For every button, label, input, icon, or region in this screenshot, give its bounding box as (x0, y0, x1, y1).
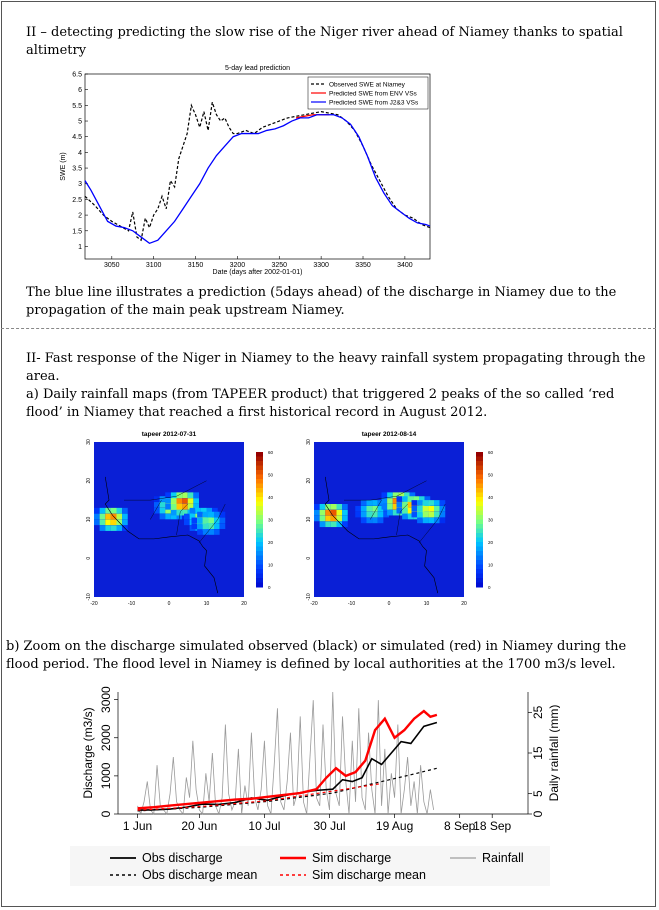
rain-cell (342, 504, 348, 510)
rain-cell (314, 504, 320, 510)
rain-cell (402, 514, 408, 520)
colorbar-tick-label: 0 (488, 585, 491, 590)
colorbar-tick-label: 30 (268, 517, 274, 523)
rain-cell (387, 510, 393, 516)
y-right-tick-label: 5 (531, 790, 545, 798)
x-axis-label: Date (days after 2002-01-01) (212, 269, 303, 276)
rain-cell (417, 512, 423, 518)
colorbar-cell (476, 515, 483, 520)
rain-cell (320, 521, 326, 527)
y-tick-label: 1.5 (72, 228, 82, 236)
rain-cell (165, 504, 171, 510)
rain-cell (417, 500, 423, 506)
rain-cell (105, 514, 111, 520)
rain-cell (220, 523, 226, 529)
rain-cell (160, 508, 166, 514)
colorbar-cell (256, 502, 263, 507)
colorbar-cell (476, 583, 483, 588)
rain-cell (428, 500, 434, 506)
map-x-tick-label: 10 (203, 601, 210, 607)
discharge-line-0 (138, 723, 437, 811)
rain-cell (122, 508, 128, 514)
y-right-tick-label: 25 (531, 705, 545, 720)
rain-cell (361, 506, 367, 512)
colorbar-tick-label: 30 (488, 517, 494, 523)
colorbar-cell (476, 457, 483, 462)
rain-cell (434, 506, 440, 512)
rain-cell (193, 492, 199, 498)
rain-cell (440, 500, 446, 506)
colorbar-tick-label: 20 (488, 540, 494, 545)
rain-cell (314, 516, 320, 522)
rain-cell (220, 518, 226, 524)
y-tick-label: 1 (78, 243, 82, 251)
colorbar-tick-label: 50 (488, 472, 494, 478)
rain-cell (387, 498, 393, 504)
x-tick-label: 10 Jul (248, 819, 281, 833)
rain-cell (372, 500, 378, 506)
colorbar-cell (256, 466, 263, 471)
rain-cell (171, 510, 177, 516)
rain-cell (160, 502, 166, 508)
rain-cell (337, 504, 343, 510)
rain-cell (342, 510, 348, 516)
rain-cell (111, 525, 117, 531)
rain-cell (184, 514, 190, 520)
map-y-tick-label: 0 (306, 556, 312, 560)
rain-cell (197, 512, 203, 518)
colorbar-cell (476, 542, 483, 547)
colorbar-cell (256, 556, 263, 561)
rain-cell (203, 523, 209, 529)
rain-cell (100, 525, 106, 531)
rain-cell (184, 520, 190, 526)
rain-cell (203, 512, 209, 518)
map-x-tick-label: -10 (347, 601, 356, 607)
y-tick-label: 5.5 (72, 102, 82, 110)
colorbar-tick-label: 20 (268, 540, 274, 545)
rain-cell (190, 508, 196, 514)
rain-cell (428, 512, 434, 518)
y-right-axis-label: Daily rainfall (mm) (547, 704, 560, 802)
y-tick-label: 4 (78, 149, 82, 157)
y-tick-label: 4.5 (72, 134, 82, 142)
colorbar-cell (256, 560, 263, 565)
colorbar-cell (476, 475, 483, 480)
rain-cell (160, 496, 166, 502)
x-tick-label: 3050 (104, 262, 120, 269)
x-tick-label: 18 Sep (473, 819, 512, 833)
colorbar-cell (256, 479, 263, 484)
colorbar-cell (476, 493, 483, 498)
rain-cell (100, 520, 106, 526)
colorbar-cell (476, 574, 483, 579)
rain-cell (177, 498, 183, 504)
x-tick-label: 3300 (313, 262, 329, 269)
rain-cell (355, 506, 361, 512)
x-tick-label: 1 Jun (122, 819, 153, 833)
rain-cell (331, 521, 337, 527)
rain-cell (165, 498, 171, 504)
rain-cell (428, 518, 434, 524)
map-y-tick-label: 10 (306, 516, 312, 523)
colorbar-cell (256, 461, 263, 466)
rain-cell (94, 508, 100, 514)
colorbar-cell (256, 533, 263, 538)
colorbar-cell (476, 461, 483, 466)
rain-cell (325, 510, 331, 516)
rain-cell (94, 520, 100, 526)
rain-cell (382, 492, 388, 498)
rain-cell (417, 518, 423, 524)
rain-cell (208, 518, 214, 524)
discharge-line-1 (138, 711, 437, 808)
rain-cell (440, 512, 446, 518)
rain-cell (214, 512, 220, 518)
legend-label: Sim discharge (312, 851, 392, 865)
rain-cell (440, 506, 446, 512)
map-x-tick-label: 0 (167, 601, 171, 607)
rain-cell (117, 525, 123, 531)
rain-cell (397, 502, 403, 508)
colorbar-cell (256, 497, 263, 502)
colorbar-cell (256, 569, 263, 574)
colorbar-cell (256, 538, 263, 543)
rain-cell (342, 516, 348, 522)
section1-caption: The blue line illustrates a prediction (5days ahead) of the discharge in Niamey due to the propagation of the main peak upstream Niamey. (26, 285, 617, 318)
x-tick-label: 19 Aug (375, 819, 414, 833)
legend-label: Obs discharge mean (142, 868, 258, 882)
colorbar-cell (256, 452, 263, 457)
rain-cell (412, 500, 418, 506)
colorbar-cell (476, 551, 483, 556)
rain-cell (325, 521, 331, 527)
rain-cell (428, 506, 434, 512)
colorbar-cell (256, 583, 263, 588)
map-x-tick-label: 10 (423, 601, 430, 607)
rain-cell (192, 523, 198, 529)
legend-label: Rainfall (482, 851, 524, 865)
rain-cell (117, 514, 123, 520)
rain-cell (100, 514, 106, 520)
colorbar-cell (256, 565, 263, 570)
colorbar-cell (256, 470, 263, 475)
colorbar-cell (476, 533, 483, 538)
y-tick-label: 3000 (99, 686, 113, 713)
colorbar-cell (476, 502, 483, 507)
colorbar-cell (256, 551, 263, 556)
rain-cell (412, 512, 418, 518)
rainfall-map-0731 (80, 428, 280, 614)
colorbar-cell (256, 484, 263, 489)
rain-cell (337, 510, 343, 516)
colorbar-cell (256, 506, 263, 511)
rain-cell (220, 512, 226, 518)
colorbar-tick-label: 60 (488, 450, 494, 455)
rain-cell (188, 498, 194, 504)
colorbar-cell (476, 470, 483, 475)
rain-cell (387, 504, 393, 510)
colorbar-cell (476, 569, 483, 574)
colorbar-cell (476, 565, 483, 570)
rain-cell (171, 498, 177, 504)
colorbar-tick-label: 10 (488, 562, 494, 568)
legend-label: Predicted SWE from J2&3 VSs (329, 99, 419, 107)
colorbar-tick-label: 10 (268, 562, 274, 568)
x-tick-label: 3400 (397, 262, 413, 269)
x-tick-label: 3350 (355, 262, 371, 269)
map-x-tick-label: -10 (127, 601, 136, 607)
colorbar-cell (256, 488, 263, 493)
colorbar-cell (256, 529, 263, 534)
colorbar-cell (256, 542, 263, 547)
map-y-tick-label: 20 (306, 477, 312, 484)
colorbar-tick-label: 50 (268, 472, 274, 478)
colorbar-cell (476, 560, 483, 565)
y-tick-label: 0 (99, 810, 113, 818)
rain-cell (105, 525, 111, 531)
rain-cell (367, 512, 373, 518)
map-y-tick-label: 0 (86, 556, 92, 560)
y-tick-label: 3.5 (72, 165, 82, 173)
section1-heading: II – detecting predicting the slow rise of the Niger river ahead of Niamey thanks to spatial altimetry (26, 25, 623, 58)
rain-cell (382, 504, 388, 510)
colorbar-cell (256, 515, 263, 520)
colorbar-cell (476, 556, 483, 561)
colorbar-tick-label: 40 (488, 495, 494, 500)
rain-cell (188, 492, 194, 498)
colorbar-tick-label: 60 (268, 450, 274, 455)
rain-cell (117, 508, 123, 514)
rain-cell (440, 518, 446, 524)
map-title: tapeer 2012-08-14 (361, 431, 417, 438)
rain-cell (382, 498, 388, 504)
y-axis-label: Discharge (m3/s) (81, 707, 95, 799)
colorbar-cell (476, 484, 483, 489)
map-y-tick-label: 30 (86, 439, 92, 445)
x-tick-label: 3150 (187, 262, 204, 269)
rain-cell (314, 510, 320, 516)
x-tick-label: 30 Jul (313, 819, 346, 833)
colorbar-cell (476, 547, 483, 552)
legend-label: Predicted SWE from ENV VSs (329, 90, 417, 98)
y-tick-label: 5 (78, 118, 82, 126)
rain-cell (165, 514, 171, 520)
rain-cell (372, 506, 378, 512)
legend-label: Sim discharge mean (312, 868, 426, 882)
rain-cell (182, 498, 188, 504)
rain-cell (361, 500, 367, 506)
x-tick-label: 20 Jun (181, 819, 218, 833)
rain-cell (154, 508, 160, 514)
rain-cell (423, 512, 429, 518)
colorbar-cell (476, 529, 483, 534)
map-x-tick-label: 20 (241, 601, 247, 607)
rain-cell (367, 500, 373, 506)
rain-cell (177, 504, 183, 510)
rain-cell (423, 506, 429, 512)
rain-cell (111, 520, 117, 526)
rain-cell (160, 514, 166, 520)
rain-cell (417, 506, 423, 512)
map-x-tick-label: -20 (310, 601, 318, 607)
x-tick-label: 3200 (229, 262, 246, 269)
colorbar-cell (476, 479, 483, 484)
rain-cell (372, 518, 378, 524)
map-x-tick-label: -20 (90, 601, 98, 607)
x-tick-label: 3100 (145, 262, 162, 269)
colorbar-cell (476, 506, 483, 511)
rain-cell (214, 523, 220, 529)
colorbar-cell (256, 520, 263, 525)
rain-cell (378, 518, 384, 524)
section2-heading: II- Fast response of the Niger in Niamey to the heavy rainfall system propagating through the area. (26, 351, 646, 384)
rainfall-map-0814 (300, 428, 500, 614)
map-y-tick-label: 30 (306, 439, 312, 445)
y-tick-label: 2 (78, 212, 82, 220)
colorbar-cell (476, 466, 483, 471)
colorbar-cell (256, 524, 263, 529)
rain-cell (192, 518, 198, 524)
colorbar-cell (256, 547, 263, 552)
colorbar-tick-label: 40 (268, 495, 274, 500)
rain-cell (434, 512, 440, 518)
legend-label: Obs discharge (142, 851, 223, 865)
rain-cell (320, 510, 326, 516)
map-title: tapeer 2012-07-31 (141, 431, 197, 438)
rain-cell (208, 512, 214, 518)
x-tick-label: 3250 (271, 262, 288, 269)
rain-cell (423, 500, 429, 506)
rain-cell (197, 523, 203, 529)
rain-cell (367, 506, 373, 512)
colorbar-cell (256, 475, 263, 480)
rain-cell (111, 508, 117, 514)
y-tick-label: 6 (78, 87, 82, 95)
y-tick-label: 3 (78, 181, 82, 189)
colorbar-cell (476, 452, 483, 457)
map-y-tick-label: -10 (306, 593, 312, 601)
rain-cell (402, 496, 408, 502)
section2-part-b: b) Zoom on the discharge simulated observed (black) or simulated (red) in Niamey during the flood period. The flood level in Niamey is defined by local authorities at the 1700 m3/s level. (6, 639, 627, 672)
y-tick-label: 6.5 (72, 71, 82, 79)
rain-cell (331, 504, 337, 510)
y-axis-label: SWE (m) (60, 152, 67, 181)
rain-cell (367, 518, 373, 524)
map-x-tick-label: 20 (461, 601, 467, 607)
map-y-tick-label: 20 (86, 477, 92, 484)
colorbar-cell (256, 578, 263, 583)
rain-cell (378, 512, 384, 518)
rain-cell (397, 496, 403, 502)
y-tick-label: 2000 (99, 724, 113, 752)
legend-label: Observed SWE at Niamey (329, 81, 405, 89)
map-y-tick-label: 10 (86, 516, 92, 523)
rain-cell (361, 512, 367, 518)
swe-chart (55, 60, 445, 286)
rain-cell (331, 510, 337, 516)
rain-cell (122, 520, 128, 526)
y-right-tick-label: 0 (531, 810, 545, 818)
colorbar-cell (256, 493, 263, 498)
rain-cell (171, 504, 177, 510)
y-right-tick-label: 15 (531, 746, 545, 760)
rain-cell (320, 516, 326, 522)
colorbar-cell (256, 457, 263, 462)
rain-cell (320, 504, 326, 510)
rain-cell (94, 514, 100, 520)
rain-cell (214, 529, 220, 535)
rain-cell (203, 518, 209, 524)
colorbar-cell (476, 488, 483, 493)
rain-cell (325, 516, 331, 522)
rain-cell (100, 508, 106, 514)
rain-cell (197, 518, 203, 524)
x-tick-label: 8 Sep (443, 819, 476, 833)
rain-cell (423, 518, 429, 524)
colorbar-cell (256, 511, 263, 516)
rain-cell (197, 529, 203, 535)
rain-cell (105, 520, 111, 526)
rain-cell (355, 512, 361, 518)
rain-cell (182, 492, 188, 498)
colorbar-cell (476, 524, 483, 529)
chart-title: 5-day lead prediction (225, 65, 290, 72)
section2-part-a: a) Daily rainfall maps (from TAPEER product) that triggered 2 peaks of the so called ‘red flood’ in Niamey that reached a first historical record in August 2012. (26, 387, 615, 420)
discharge-legend (70, 846, 550, 886)
colorbar-cell (256, 574, 263, 579)
rain-cell (208, 523, 214, 529)
map-y-tick-label: -10 (86, 593, 92, 601)
y-tick-label: 1000 (99, 762, 113, 790)
rain-cell (122, 514, 128, 520)
colorbar-cell (476, 511, 483, 516)
map-x-tick-label: 0 (387, 601, 391, 607)
rain-cell (434, 500, 440, 506)
colorbar-tick-label: 0 (268, 585, 271, 590)
rain-cell (412, 506, 418, 512)
colorbar-cell (476, 538, 483, 543)
rain-cell (361, 518, 367, 524)
rain-cell (177, 492, 183, 498)
section-divider (1, 328, 656, 329)
discharge-chart (70, 680, 560, 844)
y-tick-label: 2.5 (72, 196, 82, 204)
rain-cell (193, 498, 199, 504)
colorbar-cell (476, 578, 483, 583)
colorbar-cell (476, 520, 483, 525)
colorbar-cell (476, 497, 483, 502)
